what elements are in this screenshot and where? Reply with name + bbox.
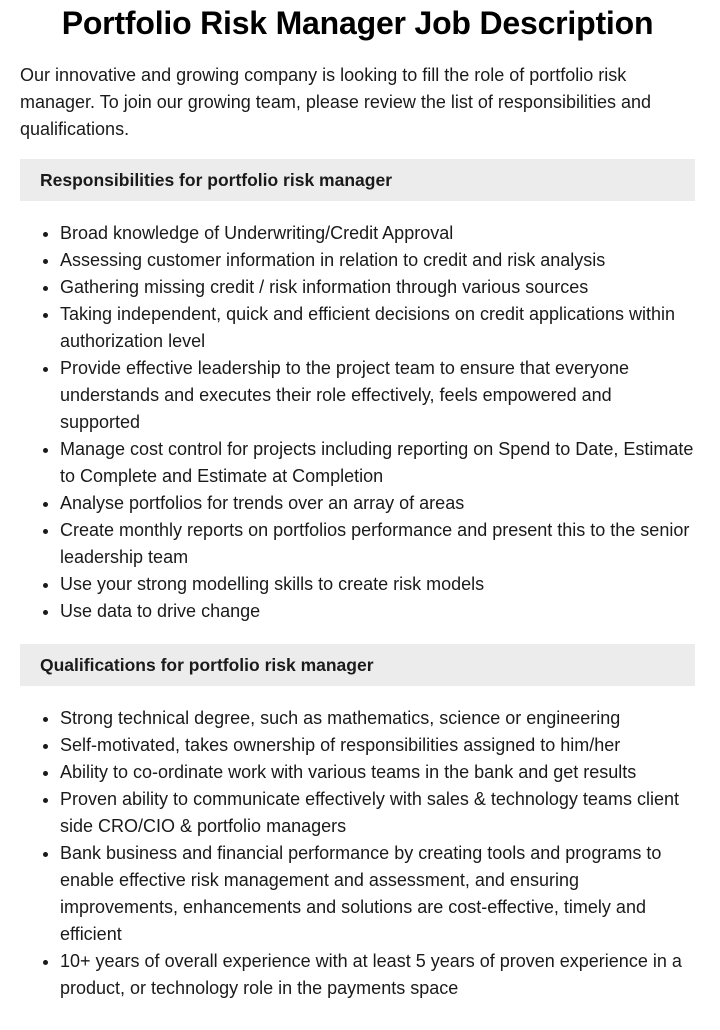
responsibilities-heading: Responsibilities for portfolio risk manager bbox=[20, 159, 695, 201]
qualifications-list bbox=[20, 705, 695, 1002]
responsibilities-list bbox=[20, 220, 695, 625]
list-item: • Broad knowledge of Underwriting/Credit Approval bbox=[60, 220, 695, 247]
qualifications-heading: Qualifications for portfolio risk manager bbox=[20, 644, 695, 686]
list-item: • Assessing customer information in relation to credit and risk analysis bbox=[60, 247, 695, 274]
page-title: Portfolio Risk Manager Job Description bbox=[61, 5, 654, 41]
list-item: • Manage cost control for projects including reporting on Spend to Date, Estimate to Complete and Estimate at Completion bbox=[60, 436, 695, 490]
list-item: • Taking independent, quick and efficient decisions on credit applications within authorization level bbox=[60, 301, 695, 355]
list-item: • Create monthly reports on portfolios performance and present this to the senior leadership team bbox=[60, 517, 695, 571]
list-item: • Provide effective leadership to the project team to ensure that everyone understands and executes their role effectively, feels empowered and supported bbox=[60, 355, 695, 436]
list-item: • Bank business and financial performance by creating tools and programs to enable effective risk management and assessment, and ensuring improvements, enhancements and solutions are cost-effective, timely and efficient bbox=[60, 840, 695, 948]
list-item: • Strong technical degree, such as mathematics, science or engineering bbox=[60, 705, 695, 732]
list-item: • Ability to co-ordinate work with various teams in the bank and get results bbox=[60, 759, 695, 786]
list-item: • Use your strong modelling skills to create risk models bbox=[60, 571, 695, 598]
list-item: • Use data to drive change bbox=[60, 598, 695, 625]
list-item: • Gathering missing credit / risk information through various sources bbox=[60, 274, 695, 301]
intro-paragraph: Our innovative and growing company is looking to fill the role of portfolio risk manager. To join our growing team, please review the list of responsibilities and qualifications. bbox=[20, 65, 652, 139]
list-item: • Self-motivated, takes ownership of responsibilities assigned to him/her bbox=[60, 732, 695, 759]
list-item: • Proven ability to communicate effectively with sales & technology teams client side CRO/CIO & portfolio managers bbox=[60, 786, 695, 840]
list-item: • Analyse portfolios for trends over an array of areas bbox=[60, 490, 695, 517]
list-item: • 10+ years of overall experience with at least 5 years of proven experience in a product, or technology role in the payments space bbox=[60, 948, 695, 1002]
